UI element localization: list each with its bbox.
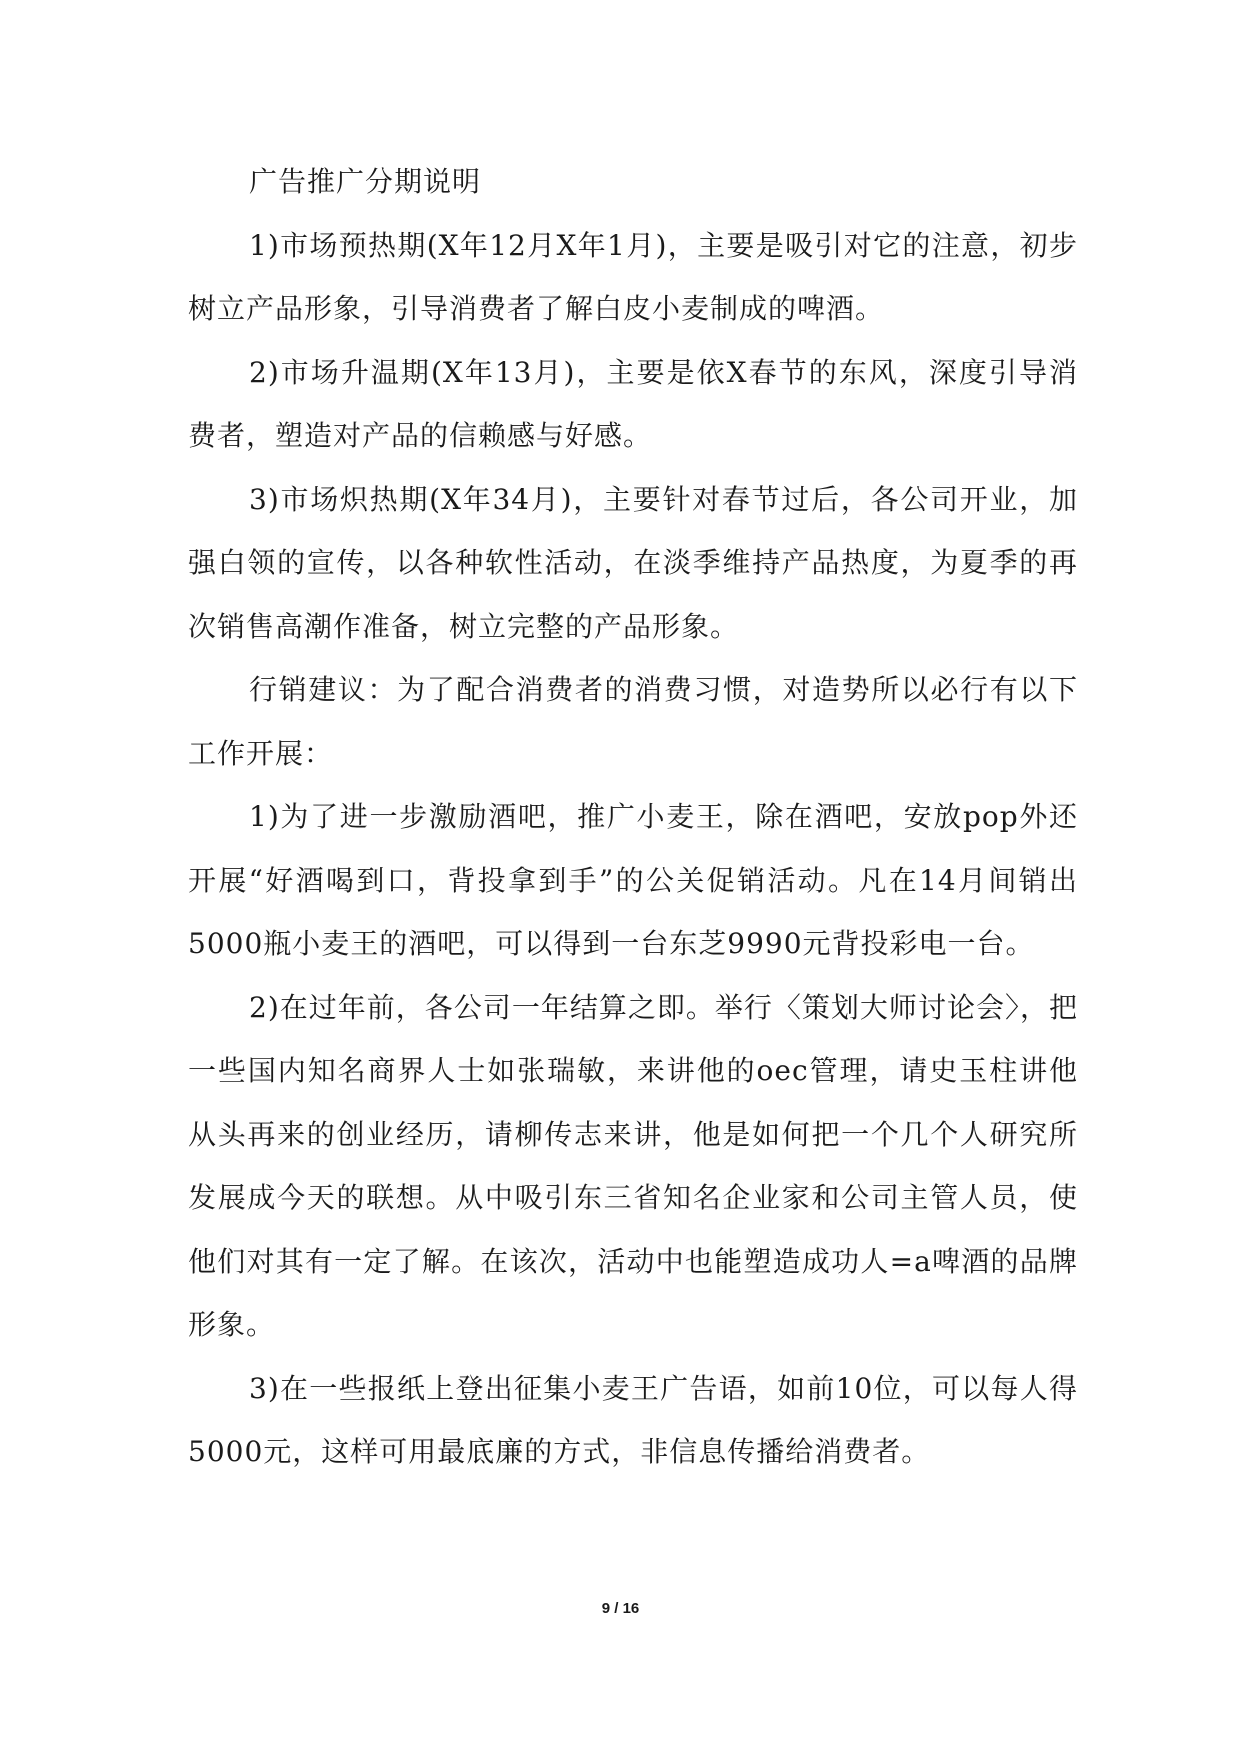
paragraph-advice-3: 3)在一些报纸上登出征集小麦王广告语，如前10位，可以每人得5000元，这样可用最底廉的方式，非信息传播给消费者。 — [188, 1371, 1078, 1468]
paragraph-phase-3: 3)市场炽热期(X年34月)，主要针对春节过后，各公司开业，加强白领的宣传，以各种软性活动，在淡季维持产品热度，为夏季的再次销售高潮作准备，树立完整的产品形象。 — [188, 482, 1078, 643]
document-body — [188, 150, 1078, 1484]
page-number: 9 / 16 — [601, 1600, 640, 1617]
paragraph-phase-1: 1)市场预热期(X年12月X年1月)，主要是吸引对它的注意，初步树立产品形象，引导消费者了解白皮小麦制成的啤酒。 — [188, 228, 1078, 325]
paragraph-marketing-advice: 行销建议：为了配合消费者的消费习惯，对造势所以必行有以下工作开展： — [188, 673, 1078, 770]
paragraph-advice-1: 1)为了进一步激励酒吧，推广小麦王，除在酒吧，安放pop外还开展“好酒喝到口，背投拿到手”的公关促销活动。凡在14月间销出5000瓶小麦王的酒吧，可以得到一台东芝9990元背投彩电一台。 — [188, 800, 1078, 960]
section-heading: 广告推广分期说明 — [249, 165, 482, 198]
paragraph-advice-2: 2)在过年前，各公司一年结算之即。举行〈策划大师讨论会〉，把一些国内知名商界人士如张瑞敏，来讲他的oec管理，请史玉柱讲他从头再来的创业经历，请柳传志来讲，他是如何把一个几个人研究所发展成今天的联想。从中吸引东三省知名企业家和公司主管人员，使他们对其有一定了解。在该次，活动中也能塑造成功人=a啤酒的品牌形象。 — [188, 990, 1078, 1341]
paragraph-phase-2: 2)市场升温期(X年13月)，主要是依X春节的东风，深度引导消费者，塑造对产品的信赖感与好感。 — [188, 355, 1078, 452]
